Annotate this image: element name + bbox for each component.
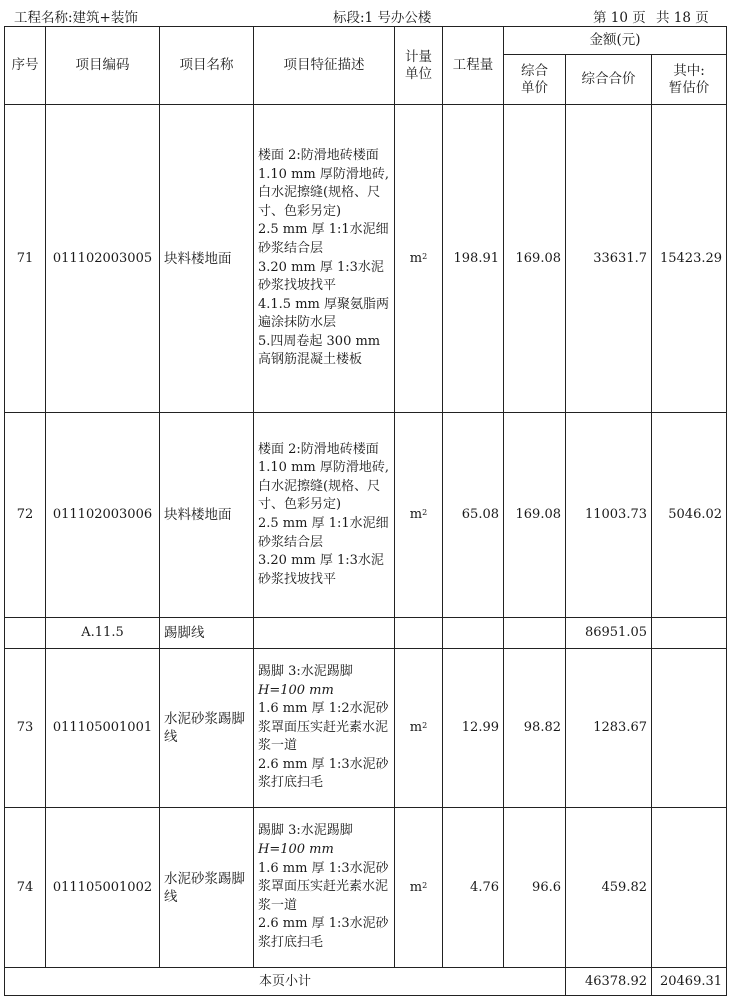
desc-line: 楼面 2:防滑地砖楼面 <box>258 441 379 457</box>
desc-line: 2.5 mm 厚 1:1水泥细砂浆结合层 <box>258 516 389 550</box>
desc-line: H=100 mm <box>258 682 334 698</box>
section-name: 踢脚线 <box>160 618 254 649</box>
row-desc <box>254 808 395 968</box>
desc-line: 踢脚 3:水泥踢脚 <box>258 663 353 679</box>
row-seq: 74 <box>5 808 46 968</box>
row-total: 11003.73 <box>566 413 652 618</box>
row-seq: 73 <box>5 649 46 808</box>
row-est <box>652 618 727 649</box>
desc-line: 1.10 mm 厚防滑地砖,白水泥擦缝(规格、尺寸、色彩另定) <box>258 460 389 513</box>
row-unit <box>395 618 443 649</box>
col-unit-l1: 计量 <box>405 48 432 65</box>
row-qty: 12.99 <box>443 649 504 808</box>
col-unit <box>395 27 443 105</box>
page-number: 第 10 页 <box>593 10 646 26</box>
col-est <box>652 55 727 105</box>
table-row <box>5 413 727 618</box>
col-total: 综合合价 <box>566 55 652 105</box>
row-est <box>652 649 727 808</box>
row-unit <box>395 105 443 413</box>
row-seq: 72 <box>5 413 46 618</box>
row-name: 块料楼地面 <box>160 105 254 413</box>
row-total: 1283.67 <box>566 649 652 808</box>
col-price <box>504 55 566 105</box>
table-row <box>5 808 727 968</box>
row-est <box>652 808 727 968</box>
unit-base: m <box>409 720 423 735</box>
col-seq: 序号 <box>5 27 46 105</box>
subtotal-label: 本页小计 <box>5 968 566 996</box>
row-qty: 198.91 <box>443 105 504 413</box>
row-desc <box>254 618 395 649</box>
desc-line: 2.6 mm 厚 1:3水泥砂浆打底扫毛 <box>258 756 389 791</box>
col-est-l1: 其中: <box>673 62 705 79</box>
row-price <box>504 618 566 649</box>
col-qty: 工程量 <box>443 27 504 105</box>
row-total: 459.82 <box>566 808 652 968</box>
desc-line: 2.6 mm 厚 1:3水泥砂浆打底扫毛 <box>258 916 389 950</box>
desc-line: 4.1.5 mm 厚聚氨脂两遍涂抹防水层 <box>258 296 389 331</box>
desc-line: H=100 mm <box>258 842 334 858</box>
row-unit <box>395 808 443 968</box>
page-total: 共 18 页 <box>656 10 709 26</box>
desc-line: 3.20 mm 厚 1:3水泥砂浆找坡找平 <box>258 553 384 587</box>
unit-base: m <box>409 507 423 522</box>
document-header <box>0 4 729 26</box>
row-qty: 65.08 <box>443 413 504 618</box>
row-unit <box>395 649 443 808</box>
subtotal-est: 20469.31 <box>652 968 727 996</box>
row-code: 011105001001 <box>46 649 160 808</box>
section-code: A.11.5 <box>46 618 160 649</box>
section-total: 86951.05 <box>566 618 652 649</box>
row-est: 15423.29 <box>652 105 727 413</box>
row-total: 33631.7 <box>566 105 652 413</box>
unit-base: m <box>409 879 423 895</box>
table-row <box>5 105 727 413</box>
row-name: 块料楼地面 <box>160 413 254 618</box>
section-name: 标段:1 号办公楼 <box>333 10 432 26</box>
table-row <box>5 649 727 808</box>
header-row-1 <box>5 27 727 55</box>
col-price-l2: 单价 <box>521 79 548 96</box>
row-unit <box>395 413 443 618</box>
row-desc <box>254 649 395 808</box>
row-price: 169.08 <box>504 105 566 413</box>
row-price: 98.82 <box>504 649 566 808</box>
bill-of-quantities-table <box>4 26 727 996</box>
subtotal-total: 46378.92 <box>566 968 652 996</box>
row-code: 011102003006 <box>46 413 160 618</box>
row-est: 5046.02 <box>652 413 727 618</box>
desc-line: 2.5 mm 厚 1:1水泥细砂浆结合层 <box>258 222 389 256</box>
section-row <box>5 618 727 649</box>
desc-line: 5.四周卷起 300 mm 高钢筋混凝土楼板 <box>258 333 381 368</box>
unit-sup: 2 <box>422 508 428 517</box>
desc-line: 踢脚 3:水泥踢脚 <box>258 823 353 839</box>
row-code: 011102003005 <box>46 105 160 413</box>
row-qty: 4.76 <box>443 808 504 968</box>
project-name: 工程名称:建筑+装饰 <box>14 10 138 26</box>
col-unit-l2: 单位 <box>405 65 432 82</box>
row-name: 水泥砂浆踢脚线 <box>160 808 254 968</box>
desc-line: 1.6 mm 厚 1:3水泥砂浆罩面压实赶光素水泥浆一道 <box>258 860 389 913</box>
desc-line: 1.6 mm 厚 1:2水泥砂浆罩面压实赶光素水泥浆一道 <box>258 701 389 754</box>
col-amount: 金额(元) <box>504 27 727 55</box>
col-code: 项目编码 <box>46 27 160 105</box>
unit-sup: 2 <box>422 251 428 261</box>
row-name: 水泥砂浆踢脚线 <box>160 649 254 808</box>
col-desc: 项目特征描述 <box>254 27 395 105</box>
col-est-l2: 暂估价 <box>668 79 710 96</box>
row-qty <box>443 618 504 649</box>
row-seq: 71 <box>5 105 46 413</box>
col-price-l1: 综合 <box>521 62 548 79</box>
row-seq <box>5 618 46 649</box>
desc-line: 1.10 mm 厚防滑地砖,白水泥擦缝(规格、尺寸、色彩另定) <box>258 166 389 219</box>
row-desc <box>254 413 395 618</box>
row-price: 169.08 <box>504 413 566 618</box>
unit-sup: 2 <box>422 721 428 730</box>
unit-sup: 2 <box>422 880 428 890</box>
unit-base: m <box>409 250 423 266</box>
row-desc <box>254 105 395 413</box>
desc-line: 楼面 2:防滑地砖楼面 <box>258 147 379 163</box>
col-name: 项目名称 <box>160 27 254 105</box>
subtotal-row <box>5 968 727 996</box>
desc-line: 3.20 mm 厚 1:3水泥砂浆找坡找平 <box>258 259 384 294</box>
row-price: 96.6 <box>504 808 566 968</box>
row-code: 011105001002 <box>46 808 160 968</box>
